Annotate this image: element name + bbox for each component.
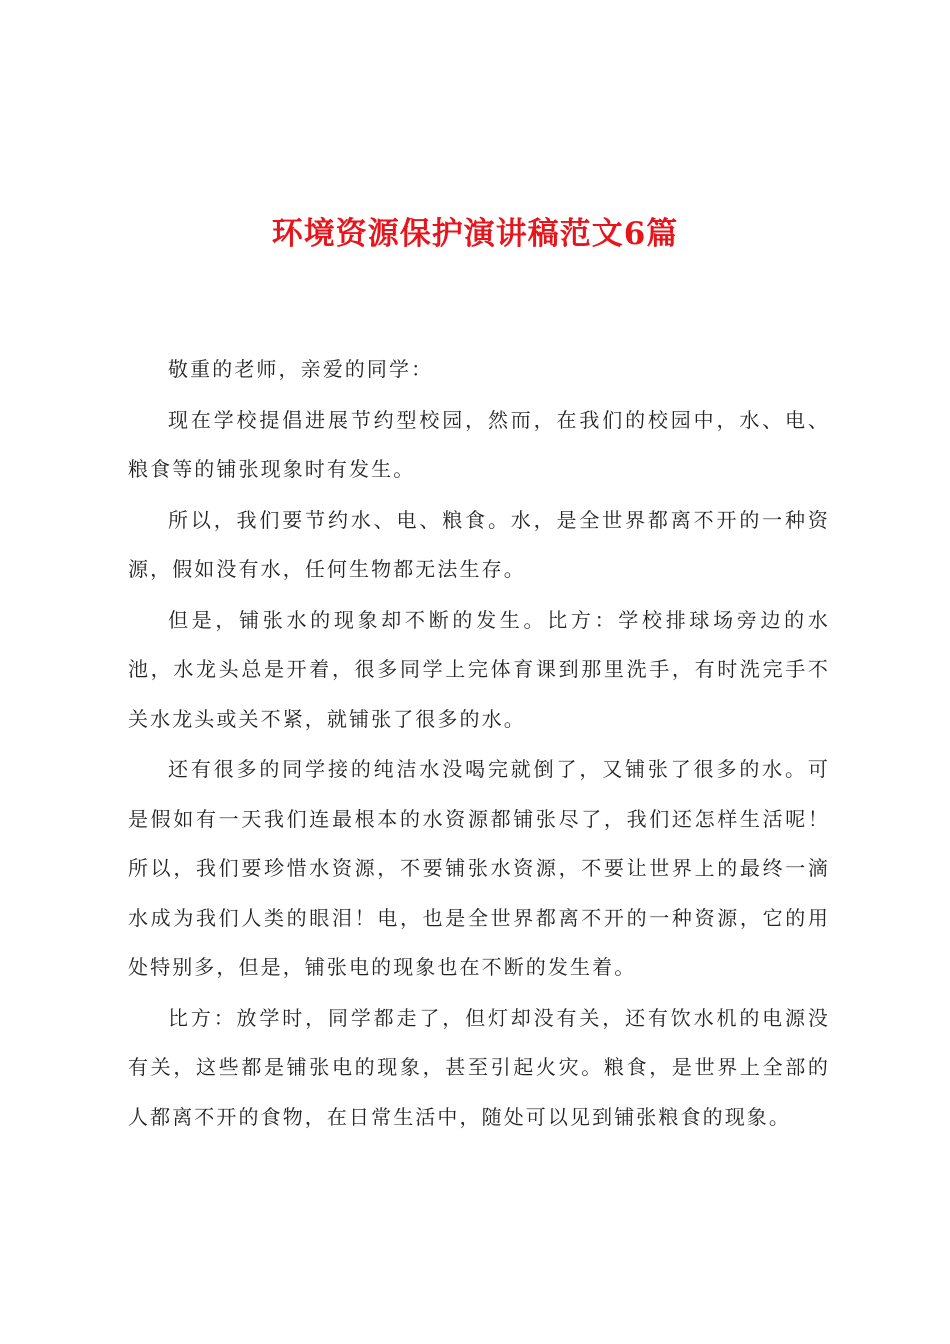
body-paragraph: 现在学校提倡进展节约型校园，然而，在我们的校园中，水、电、粮食等的铺张现象时有发生。: [128, 407, 830, 481]
body-paragraph: 但是，铺张水的现象却不断的发生。比方：学校排球场旁边的水池，水龙头总是开着，很多同学上完体育课到那里洗手，有时洗完手不关水龙头或关不紧，就铺张了很多的水。: [128, 607, 830, 731]
document-body: [128, 345, 830, 1143]
body-paragraph: 比方：放学时，同学都走了，但灯却没有关，还有饮水机的电源没有关，这些都是铺张电的现象，甚至引起火灾。粮食，是世界上全部的人都离不开的食物，在日常生活中，随处可以见到铺张粮食的现象。: [128, 1005, 830, 1129]
body-paragraph: 还有很多的同学接的纯洁水没喝完就倒了，又铺张了很多的水。可是假如有一天我们连最根本的水资源都铺张尽了，我们还怎样生活呢！所以，我们要珍惜水资源，不要铺张水资源，不要让世界上的最终一滴水成为我们人类的眼泪！电，也是全世界都离不开的一种资源，它的用处特别多，但是，铺张电的现象也在不断的发生着。: [128, 757, 830, 979]
salutation-paragraph: 敬重的老师，亲爱的同学：: [168, 357, 434, 381]
document-title: 环境资源保护演讲稿范文6篇: [271, 216, 679, 252]
body-paragraph: 所以，我们要节约水、电、粮食。水，是全世界都离不开的一种资源，假如没有水，任何生物都无法生存。: [128, 507, 830, 581]
